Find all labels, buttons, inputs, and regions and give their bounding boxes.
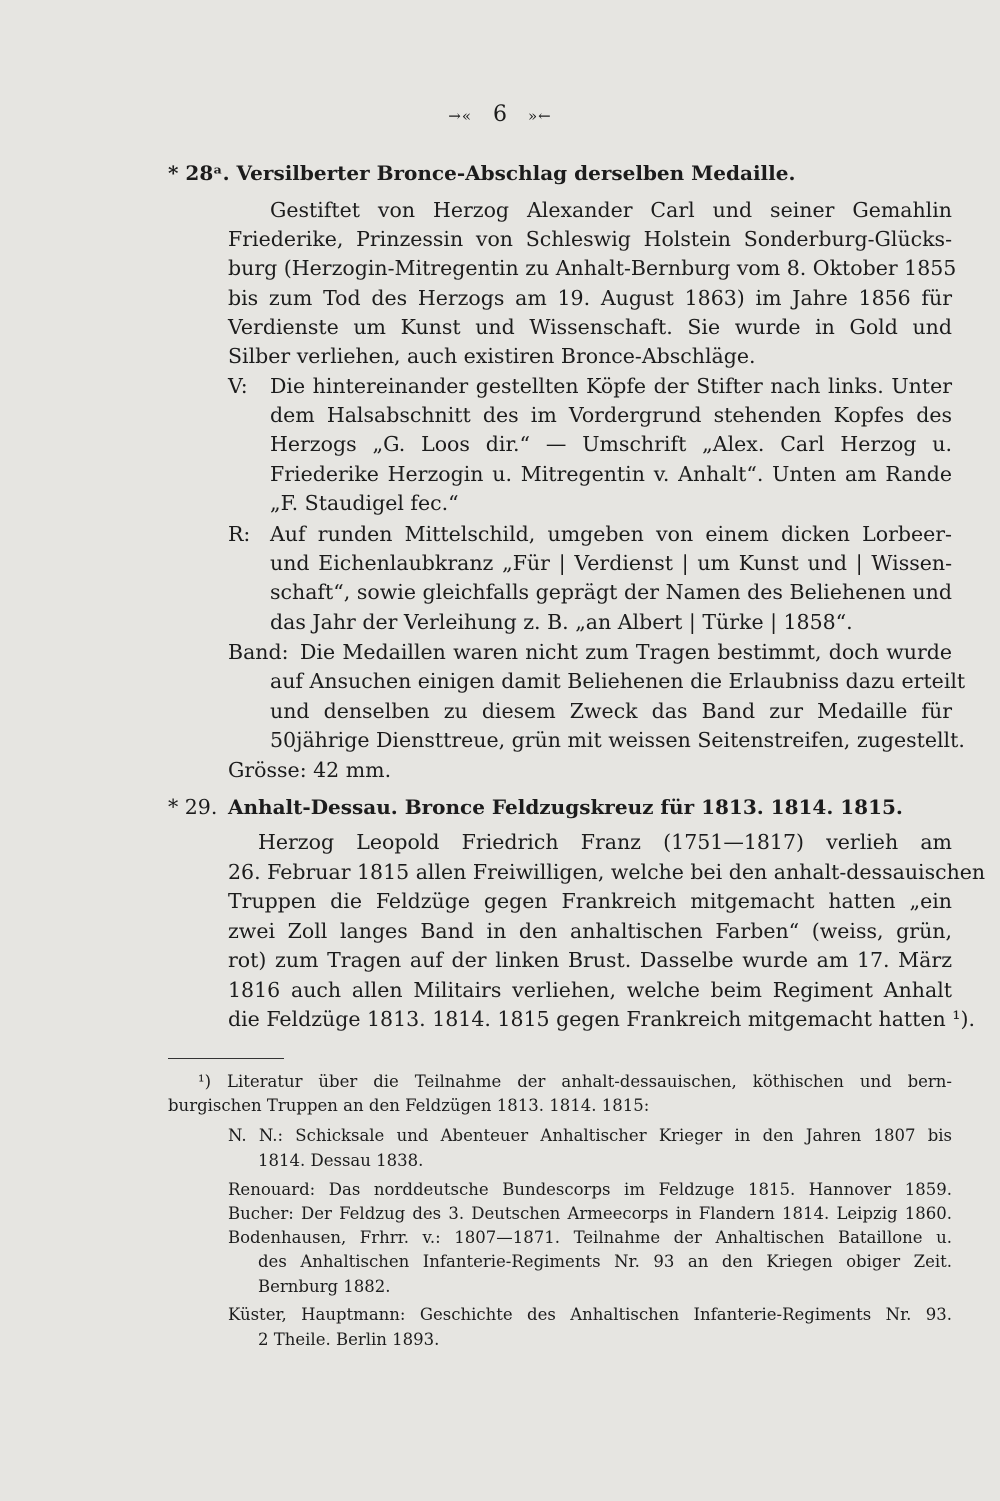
ornament-right: »← bbox=[527, 107, 552, 125]
ornament-left: →« bbox=[448, 107, 473, 125]
band-line: und denselben zu diesem Zweck das Band zur Medaille für bbox=[270, 699, 952, 723]
entry-29-text-line: Herzog Leopold Friedrich Franz (1751—1817) verlieh am bbox=[258, 830, 952, 854]
footnote-divider bbox=[168, 1058, 284, 1059]
entry-29-text-line: rot) zum Tragen auf der linken Brust. Dasselbe wurde am 17. März bbox=[228, 948, 952, 972]
reverse-line: das Jahr der Verleihung z. B. „an Albert | Türke | 1858“. bbox=[270, 610, 853, 634]
entry-28a-intro-line: Friederike, Prinzessin von Schleswig Holstein Sonderburg-Glücks- bbox=[228, 227, 952, 251]
entry-29-text-line: Truppen die Feldzüge gegen Frankreich mitgemacht hatten „ein bbox=[228, 889, 952, 913]
reverse-line: schaft“, sowie gleichfalls geprägt der Namen des Beliehenen und bbox=[270, 580, 952, 604]
obverse-line: „F. Staudigel fec.“ bbox=[270, 491, 459, 515]
size-line: Grösse: 42 mm. bbox=[228, 758, 392, 782]
band-line: auf Ansuchen einigen damit Beliehenen die Erlaubniss dazu erteilt bbox=[270, 669, 966, 693]
entry-28a-heading: * 28ᵃ. Versilberter Bronce-Abschlag derselben Medaille. bbox=[168, 161, 796, 185]
footnote-reference: 1814. Dessau 1838. bbox=[258, 1151, 424, 1170]
footnote-reference: Renouard: Das norddeutsche Bundescorps im Feldzuge 1815. Hannover 1859. bbox=[228, 1180, 952, 1199]
reverse-line: Auf runden Mittelschild, umgeben von einem dicken Lorbeer- bbox=[270, 522, 952, 546]
entry-28a-intro-line: Silber verliehen, auch existiren Bronce-Abschläge. bbox=[228, 344, 756, 368]
obverse-line: Friederike Herzogin u. Mitregentin v. Anhalt“. Unten am Rande bbox=[270, 462, 952, 486]
band-line: Die Medaillen waren nicht zum Tragen bestimmt, doch wurde bbox=[300, 640, 952, 664]
band-label: Band: bbox=[228, 640, 289, 664]
footnote-reference: Küster, Hauptmann: Geschichte des Anhaltischen Infanterie-Regiments Nr. 93. bbox=[228, 1305, 952, 1324]
entry-29-text-line: 26. Februar 1815 allen Freiwilligen, welche bei den anhalt-dessauischen bbox=[228, 860, 986, 884]
obverse-line: Herzogs „G. Loos dir.“ — Umschrift „Alex. Carl Herzog u. bbox=[270, 432, 952, 456]
obverse-line: dem Halsabschnitt des im Vordergrund stehenden Kopfes des bbox=[270, 403, 952, 427]
reverse-label: R: bbox=[228, 522, 251, 546]
footnote-reference: 2 Theile. Berlin 1893. bbox=[258, 1330, 440, 1349]
page-header bbox=[0, 102, 1000, 127]
footnote-reference: Bucher: Der Feldzug des 3. Deutschen Armeecorps in Flandern 1814. Leipzig 1860. bbox=[228, 1204, 952, 1223]
footnote-reference: Bodenhausen, Frhrr. v.: 1807—1871. Teilnahme der Anhaltischen Bataillone u. bbox=[228, 1228, 952, 1247]
entry-28a-intro-line: bis zum Tod des Herzogs am 19. August 1863) im Jahre 1856 für bbox=[228, 286, 952, 310]
entry-28a-intro-line: Gestiftet von Herzog Alexander Carl und seiner Gemahlin bbox=[270, 198, 952, 222]
band-line: 50jährige Diensttreue, grün mit weissen Seitenstreifen, zugestellt. bbox=[270, 728, 965, 752]
footnote-reference: N. N.: Schicksale und Abenteuer Anhaltischer Krieger in den Jahren 1807 bis bbox=[228, 1126, 952, 1145]
entry-28a-intro-line: burg (Herzogin-Mitregentin zu Anhalt-Bernburg vom 8. Oktober 1855 bbox=[228, 256, 957, 280]
footnote-reference: Bernburg 1882. bbox=[258, 1277, 391, 1296]
entry-29-heading: Anhalt-Dessau. Bronce Feldzugskreuz für 1813. 1814. 1815. bbox=[228, 795, 903, 819]
entry-29-number: * 29. bbox=[168, 795, 218, 819]
entry-29-text-line: die Feldzüge 1813. 1814. 1815 gegen Frankreich mitgemacht hatten ¹). bbox=[228, 1007, 975, 1031]
reverse-line: und Eichenlaubkranz „Für | Verdienst | um Kunst und | Wissen- bbox=[270, 551, 952, 575]
entry-28a-intro-line: Verdienste um Kunst und Wissenschaft. Sie wurde in Gold und bbox=[228, 315, 952, 339]
footnote-intro-line: burgischen Truppen an den Feldzügen 1813. 1814. 1815: bbox=[168, 1096, 650, 1115]
footnote-intro-line: ¹) Literatur über die Teilnahme der anhalt-dessauischen, köthischen und bern- bbox=[198, 1072, 952, 1091]
entry-29-text-line: 1816 auch allen Militairs verliehen, welche beim Regiment Anhalt bbox=[228, 978, 952, 1002]
obverse-label: V: bbox=[228, 374, 248, 398]
obverse-line: Die hintereinander gestellten Köpfe der Stifter nach links. Unter bbox=[270, 374, 952, 398]
page-number: 6 bbox=[493, 102, 507, 127]
entry-29-text-line: zwei Zoll langes Band in den anhaltischen Farben“ (weiss, grün, bbox=[228, 919, 952, 943]
footnote-reference: des Anhaltischen Infanterie-Regiments Nr. 93 an den Kriegen obiger Zeit. bbox=[258, 1252, 952, 1271]
